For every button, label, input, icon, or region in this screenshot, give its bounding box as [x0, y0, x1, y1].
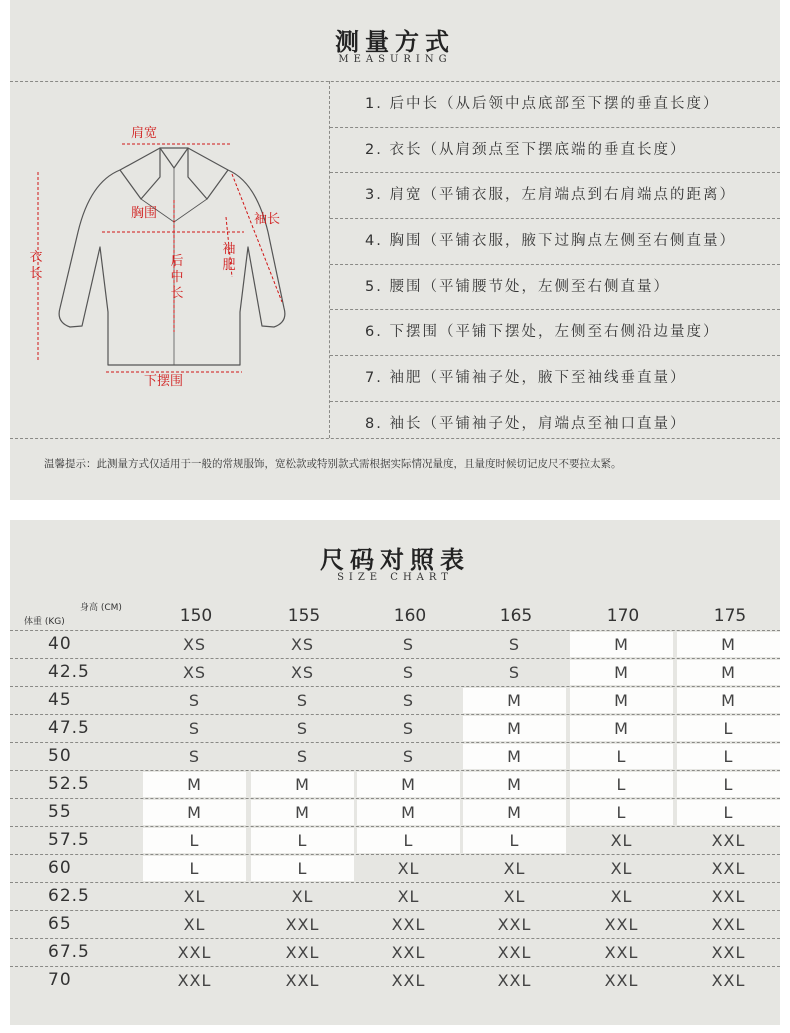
- size-cell: M: [570, 632, 673, 657]
- size-cell: S: [402, 635, 415, 654]
- size-cell: XL: [610, 859, 633, 878]
- size-cell: XS: [290, 635, 315, 654]
- measuring-section: [10, 0, 780, 500]
- label-body-length: 衣长: [29, 250, 43, 281]
- table-row: [10, 966, 780, 994]
- size-cell: S: [188, 691, 201, 710]
- column-header: 160: [393, 606, 427, 626]
- size-cell: L: [677, 744, 780, 769]
- row-weight: 50: [48, 746, 72, 766]
- height-axis-label: 身高 (CM): [80, 603, 122, 613]
- column-header: 165: [499, 606, 533, 626]
- size-cell: S: [508, 663, 521, 682]
- column-header: 175: [713, 606, 747, 626]
- table-row: [10, 910, 780, 938]
- size-cell: XXL: [711, 971, 746, 990]
- table-row: [10, 686, 780, 714]
- size-cell: XXL: [711, 887, 746, 906]
- list-item: 7. 袖肥（平铺袖子处，腋下至袖线垂直量）: [330, 356, 780, 402]
- table-row: [10, 826, 780, 854]
- list-item: 5. 腰围（平铺腰节处，左侧至右侧直量）: [330, 265, 780, 311]
- label-chest: 胸围: [131, 206, 158, 221]
- measuring-title: 测量方式: [335, 27, 455, 56]
- size-cell: L: [251, 828, 354, 853]
- row-weight: 70: [48, 970, 72, 990]
- size-cell: XXL: [177, 943, 212, 962]
- size-cell: M: [463, 688, 566, 713]
- list-item: 1. 后中长（从后领中点底部至下摆的垂直长度）: [330, 82, 780, 128]
- size-cell: XXL: [604, 971, 639, 990]
- row-weight: 40: [48, 634, 72, 654]
- size-cell: XXL: [391, 971, 426, 990]
- size-cell: XXL: [604, 943, 639, 962]
- size-cell: M: [570, 716, 673, 741]
- size-cell: M: [463, 800, 566, 825]
- size-cell: XXL: [391, 915, 426, 934]
- table-row: [10, 938, 780, 966]
- size-cell: XXL: [711, 831, 746, 850]
- size-cell: XS: [182, 635, 207, 654]
- size-cell: M: [677, 688, 780, 713]
- size-cell: L: [677, 772, 780, 797]
- garment-diagram: [10, 82, 328, 438]
- table-row: [10, 770, 780, 798]
- list-item: 2. 衣长（从肩颈点至下摆底端的垂直长度）: [330, 128, 780, 174]
- size-chart-section: [10, 520, 780, 1025]
- size-cell: XL: [503, 887, 526, 906]
- size-chart-title: 尺码对照表: [320, 545, 470, 574]
- table-header: [10, 602, 780, 630]
- row-weight: 67.5: [48, 942, 90, 962]
- label-back-length: 后中长: [170, 254, 184, 301]
- size-cell: XL: [183, 887, 206, 906]
- size-cell: M: [570, 688, 673, 713]
- measuring-tip: 温馨提示：此测量方式仅适用于一般的常规服饰，宽松款或特别款式需根据实际情况量度，且量度时候切记皮尺不要拉太紧。: [44, 458, 622, 470]
- size-cell: M: [463, 772, 566, 797]
- list-item: 6. 下摆围（平铺下摆处，左侧至右侧沿边量度）: [330, 310, 780, 356]
- size-cell: M: [677, 632, 780, 657]
- row-weight: 47.5: [48, 718, 90, 738]
- label-shoulder: 肩宽: [131, 126, 158, 141]
- measuring-subtitle: MEASURING: [338, 54, 452, 65]
- table-row: [10, 630, 780, 658]
- size-cell: S: [402, 663, 415, 682]
- size-cell: XS: [290, 663, 315, 682]
- table-row: [10, 658, 780, 686]
- row-weight: 57.5: [48, 830, 90, 850]
- column-header: 170: [606, 606, 640, 626]
- table-body: [10, 630, 780, 994]
- size-cell: M: [143, 800, 246, 825]
- size-cell: S: [402, 719, 415, 738]
- size-cell: M: [677, 660, 780, 685]
- column-header: 150: [179, 606, 213, 626]
- size-cell: XXL: [497, 971, 532, 990]
- size-cell: XXL: [285, 943, 320, 962]
- size-cell: L: [251, 856, 354, 881]
- size-cell: XL: [291, 887, 314, 906]
- size-cell: S: [508, 635, 521, 654]
- size-cell: M: [463, 744, 566, 769]
- size-cell: L: [677, 800, 780, 825]
- size-chart-subtitle: SIZE CHART: [337, 572, 453, 583]
- size-cell: S: [188, 719, 201, 738]
- label-sleeve-length: 袖长: [254, 212, 281, 227]
- table-row: [10, 714, 780, 742]
- size-cell: XXL: [711, 859, 746, 878]
- size-cell: XS: [182, 663, 207, 682]
- size-cell: L: [570, 744, 673, 769]
- size-cell: M: [251, 772, 354, 797]
- row-weight: 42.5: [48, 662, 90, 682]
- size-cell: XL: [610, 831, 633, 850]
- size-cell: M: [251, 800, 354, 825]
- row-weight: 45: [48, 690, 72, 710]
- size-cell: M: [357, 800, 460, 825]
- size-cell: XXL: [285, 915, 320, 934]
- label-hem: 下摆围: [144, 374, 184, 389]
- size-cell: XXL: [285, 971, 320, 990]
- size-cell: XL: [397, 887, 420, 906]
- size-cell: XXL: [604, 915, 639, 934]
- table-row: [10, 854, 780, 882]
- size-cell: M: [463, 716, 566, 741]
- table-row: [10, 882, 780, 910]
- size-cell: L: [357, 828, 460, 853]
- size-cell: M: [357, 772, 460, 797]
- size-cell: S: [188, 747, 201, 766]
- list-item: 3. 肩宽（平铺衣服，左肩端点到右肩端点的距离）: [330, 173, 780, 219]
- measurement-list: [330, 82, 780, 447]
- size-cell: L: [143, 828, 246, 853]
- row-weight: 65: [48, 914, 72, 934]
- label-sleeve-width: 袖肥: [222, 242, 236, 273]
- size-cell: L: [143, 856, 246, 881]
- size-cell: XXL: [177, 971, 212, 990]
- size-cell: L: [677, 716, 780, 741]
- row-weight: 60: [48, 858, 72, 878]
- size-cell: S: [402, 691, 415, 710]
- size-cell: S: [296, 747, 309, 766]
- size-cell: XL: [503, 859, 526, 878]
- row-weight: 55: [48, 802, 72, 822]
- size-cell: S: [402, 747, 415, 766]
- size-chart-table: [10, 602, 780, 994]
- size-cell: M: [570, 660, 673, 685]
- size-cell: XXL: [391, 943, 426, 962]
- size-cell: XXL: [711, 943, 746, 962]
- row-weight: 52.5: [48, 774, 90, 794]
- size-cell: XXL: [711, 915, 746, 934]
- size-cell: XL: [183, 915, 206, 934]
- column-header: 155: [287, 606, 321, 626]
- list-item: 4. 胸围（平铺衣服，腋下过胸点左侧至右侧直量）: [330, 219, 780, 265]
- size-cell: S: [296, 691, 309, 710]
- weight-axis-label: 体重 (KG): [24, 617, 65, 627]
- table-row: [10, 798, 780, 826]
- table-row: [10, 742, 780, 770]
- list-item: 8. 袖长（平铺袖子处，肩端点至袖口直量）: [365, 415, 687, 432]
- size-cell: L: [463, 828, 566, 853]
- size-cell: L: [570, 772, 673, 797]
- size-cell: L: [570, 800, 673, 825]
- size-cell: XL: [610, 887, 633, 906]
- size-cell: S: [296, 719, 309, 738]
- size-cell: XXL: [497, 943, 532, 962]
- size-cell: XL: [397, 859, 420, 878]
- size-cell: XXL: [497, 915, 532, 934]
- row-weight: 62.5: [48, 886, 90, 906]
- size-cell: M: [143, 772, 246, 797]
